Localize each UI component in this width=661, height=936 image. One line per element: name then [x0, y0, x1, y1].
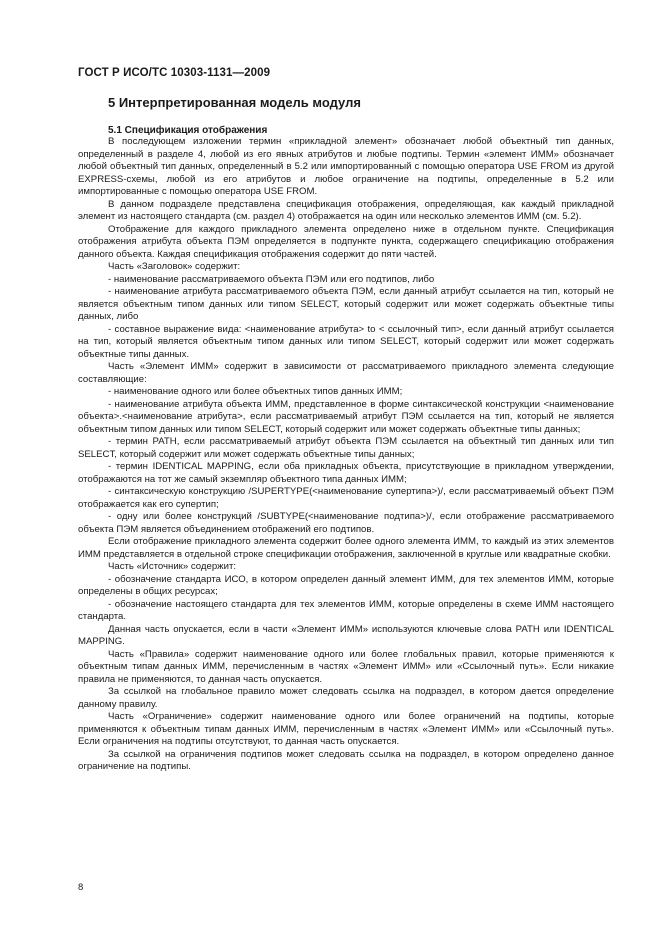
list-item: - наименование атрибута рассматриваемого объекта ПЭМ, если данный атрибут ссылается на тип, который не является объектным типом данных или типом SELECT, который содержит или может содержать объектные типы данных, либо: [78, 286, 614, 322]
paragraph: Часть «Элемент ИММ» содержит в зависимости от рассматриваемого прикладного элемента следующие составляющие:: [78, 361, 614, 385]
paragraph: Часть «Заголовок» содержит:: [108, 261, 241, 272]
paragraph: За ссылкой на ограничения подтипов может следовать ссылка на подраздел, в котором определено данное ограничение на подтипы.: [78, 748, 614, 772]
body-text: [78, 136, 614, 774]
list-item: - синтаксическую конструкцию /SUPERTYPE(<наименование супертипа>)/, если рассматриваемый объект ПЭМ отображается как его супертип;: [78, 486, 614, 510]
paragraph: Часть «Правила» содержит наименование одного или более глобальных правил, которые применяются к объектным типам данных ИММ, перечисленным в частях «Элемент ИММ» или «Ссылочный путь». Если никакие правила не применяются, то данная часть опускается.: [78, 648, 614, 685]
paragraph: Если отображение прикладного элемента содержит более одного элемента ИММ, то каждый из этих элементов ИММ представляется в отдельной строке спецификации отображения, заключенной в круглые или квадратные скобки.: [78, 536, 614, 560]
list-item: - обозначение настоящего стандарта для тех элементов ИММ, которые определены в схеме ИММ настоящего стандарта.: [78, 598, 614, 622]
list-item: - наименование атрибута объекта ИММ, представленное в форме синтаксической конструкции <наименование объекта>.<наименование атрибута>, если рассматриваемый атрибут ПЭМ ссылается на тип, который не является объектным типом данных или типом SELECT, который содержит или может содержать объектные типы данных;: [78, 398, 614, 435]
list-item: - наименование рассматриваемого объекта ПЭМ или его подтипов, либо: [108, 273, 435, 285]
paragraph: Отображение для каждого прикладного элемента определено ниже в отдельном пункте. Спецификация отображения атрибута объекта ПЭМ определяется в подпункте пункта, содержащего спецификацию отображения данного объекта. Каждая спецификация отображения содержит до пяти частей.: [78, 223, 614, 260]
document-header: ГОСТ Р ИСО/ТС 10303-1131—2009: [78, 67, 271, 79]
paragraph: За ссылкой на глобальное правило может следовать ссылка на подраздел, в котором дается определение данному правилу.: [78, 686, 614, 710]
list-item: - термин IDENTICAL MAPPING, если оба прикладных объекта, присутствующие в прикладном утверждении, отображаются на тот же самый экземпляр объектного типа данных ИММ;: [78, 461, 614, 485]
list-item: - термин PATH, если рассматриваемый атрибут объекта ПЭМ ссылается на объектный тип данных или тип SELECT, который содержит или может содержать объектные типы данных;: [78, 436, 614, 460]
paragraph: Часть «Ограничение» содержит наименование одного или более ограничений на подтипы, которые применяются к объектным типам данных ИММ, перечисленным в частях «Элемент ИММ» или «Ссылочный путь». Если ограничения на подтипы отсутствуют, то данная часть опускается.: [78, 711, 614, 747]
paragraph: В последующем изложении термин «прикладной элемент» обозначает любой объектный тип данных, определенный в разделе 4, любой из его явных атрибутов и любые подтипы. Термин «элемент ИММ» обозначает любой объектный тип данных, определенный в 5.2 или импортированный с помощью оператора USE FROM из другой EXPRESS-схемы, любой из его атрибутов и любое ограничение на подтипы, определенные в 5.2 или импортированные с помощью оператора USE FROM.: [78, 136, 614, 197]
list-item: - составное выражение вида: <наименование атрибута> to < ссылочный тип>, если данный атрибут ссылается на тип, который является объектным типом данных или типом SELECT, который содержит или может содержать объектные типы данных.: [78, 323, 614, 360]
paragraph: Часть «Источник» содержит:: [108, 561, 237, 572]
paragraph: Данная часть опускается, если в части «Элемент ИММ» используются ключевые слова PATH или IDENTICAL MAPPING.: [78, 623, 614, 647]
list-item: - обозначение стандарта ИСО, в котором определен данный элемент ИММ, для тех элементов ИММ, которые определены в общих ресурсах;: [78, 573, 614, 597]
section-title: 5 Интерпретированная модель модуля: [108, 95, 361, 110]
list-item: - одну или более конструкций /SUBTYPE(<наименование подтипа>)/, если отображение рассматриваемого объекта ПЭМ является объединением отображений его подтипов.: [78, 511, 614, 535]
paragraph: В данном подразделе представлена спецификация отображения, определяющая, как каждый прикладной элемент из настоящего стандарта (см. раздел 4) отображается на один или несколько элементов ИММ (см. 5.2).: [78, 198, 614, 222]
page-number: 8: [78, 882, 84, 893]
subsection-title: 5.1 Спецификация отображения: [108, 125, 268, 136]
list-item: - наименование одного или более объектных типов данных ИММ;: [108, 386, 403, 397]
